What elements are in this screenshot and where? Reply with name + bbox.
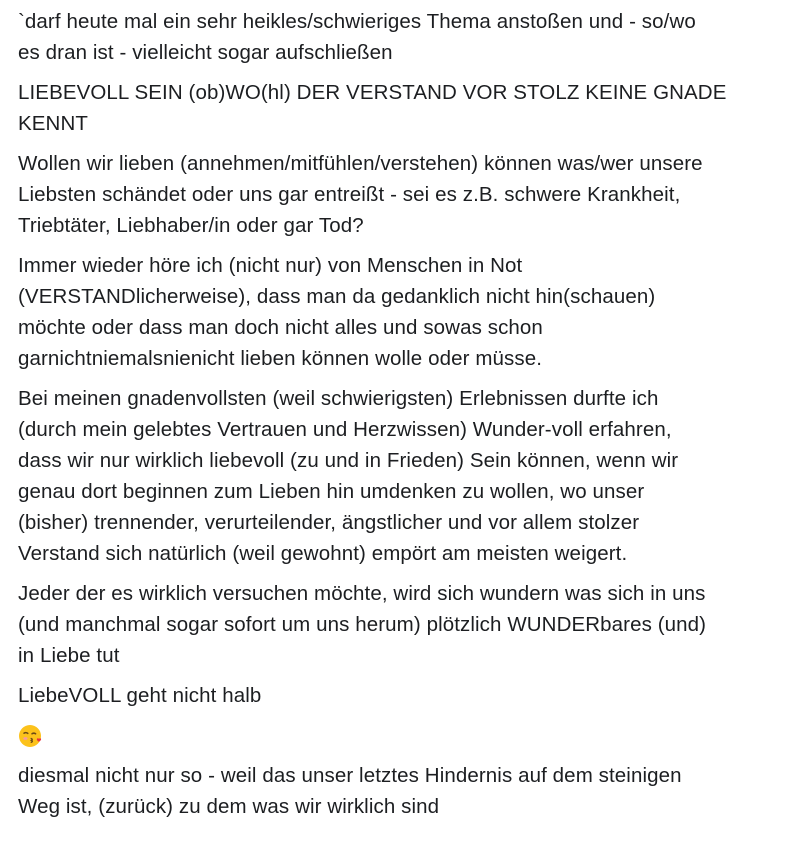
emoji-line [18, 720, 788, 751]
paragraph-motto: LiebeVOLL geht nicht halb [18, 684, 262, 707]
paragraph-experience: Bei meinen gnadenvollsten (weil schwierigsten) Erlebnissen durfte ich (durch mein gelebtes Vertrauen und Herzwissen) Wunder-voll erfahren, dass wir nur wirklich liebevoll (zu und in Frieden) Sein können, wenn wir genau dort beginnen zum Lieben hin umdenken zu wollen, wo unser (bisher) trennender, verurteilender, ängstlicher und vor allem stolzer Verstand sich natürlich (weil gewohnt) empört am meisten weigert. [18, 387, 679, 565]
paragraph-headline: LIEBEVOLL SEIN (ob)WO(hl) DER VERSTAND VOR STOLZ KEINE GNADE KENNT [18, 81, 727, 135]
paragraph-question: Wollen wir lieben (annehmen/mitfühlen/verstehen) können was/wer unsere Liebsten schändet oder uns gar entreißt - sei es z.B. schwere Krankheit, Triebtäter, Liebhaber/in oder gar Tod? [18, 152, 703, 237]
paragraph-closing: diesmal nicht nur so - weil das unser letztes Hindernis auf dem steinigen Weg ist, (zurück) zu dem was wir wirklich sind [18, 764, 682, 818]
paragraph-intro: `darf heute mal ein sehr heikles/schwieriges Thema anstoßen und - so/wo es dran ist - vielleicht sogar aufschließen [18, 10, 696, 64]
paragraph-observation: Immer wieder höre ich (nicht nur) von Menschen in Not (VERSTANDlicherweise), dass man da gedanklich nicht hin(schauen) möchte oder dass man doch nicht alles und sowas schon garnichtniemalsnienicht lieben können wolle oder müsse. [18, 254, 656, 370]
post-body [18, 6, 788, 831]
face-blowing-kiss-icon [18, 724, 42, 748]
paragraph-invitation: Jeder der es wirklich versuchen möchte, wird sich wundern was sich in uns (und manchmal sogar sofort um uns herum) plötzlich WUNDERbares (und) in Liebe tut [18, 582, 707, 667]
